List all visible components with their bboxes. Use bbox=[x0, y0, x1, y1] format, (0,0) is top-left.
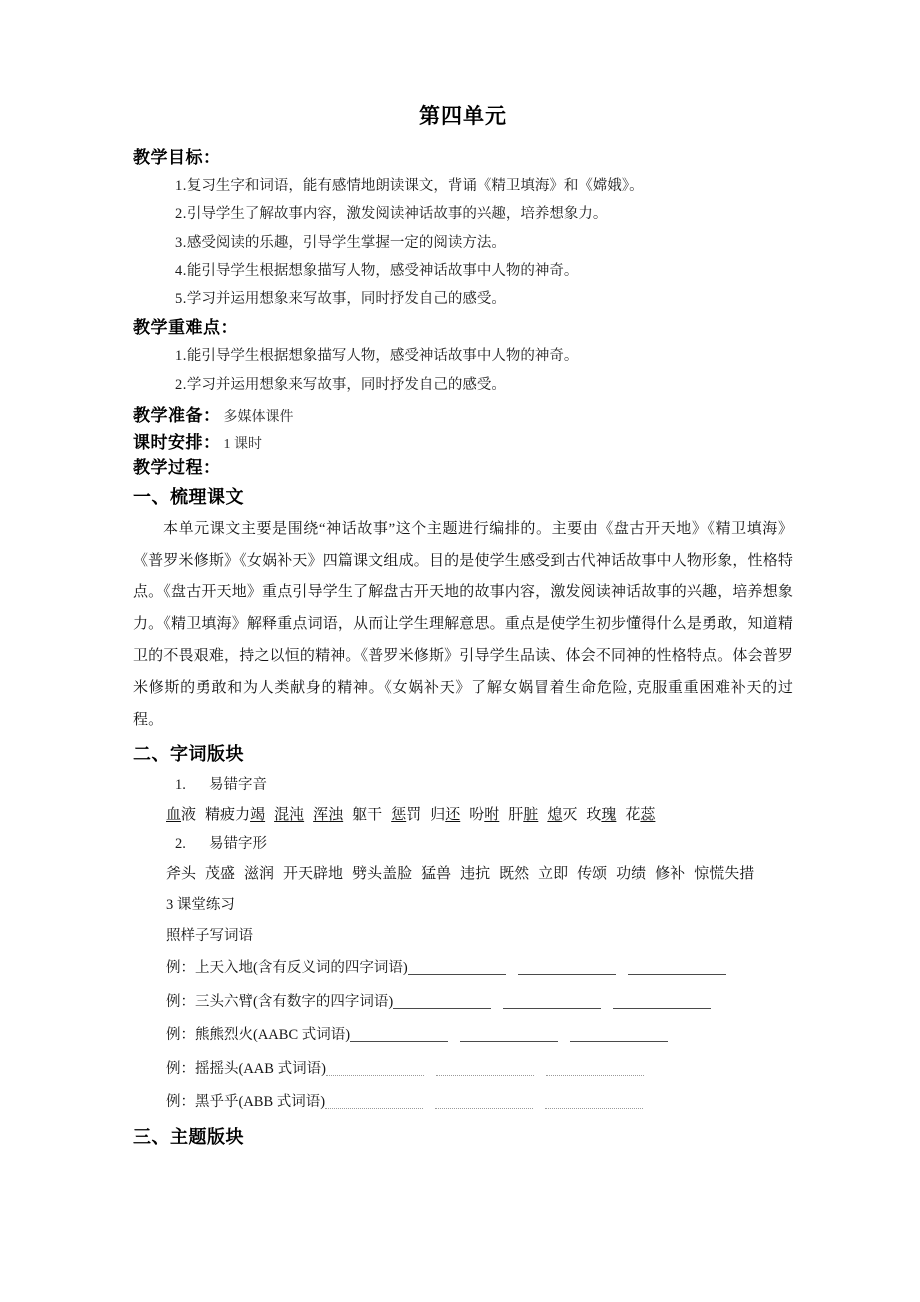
vocab-word: 茂盛 bbox=[205, 866, 236, 883]
item-text: 能引导学生根据想象描写人物，感受神话故事中人物的神奇。 bbox=[186, 262, 579, 279]
vocab-word: 立即 bbox=[538, 866, 569, 883]
answer-blank[interactable] bbox=[436, 1075, 534, 1076]
heading-part-two: 二、字词版块 bbox=[133, 744, 244, 765]
vocab-char: 归 bbox=[430, 806, 446, 823]
vocab-char: 玫 bbox=[586, 806, 602, 823]
vocab-char: 干 bbox=[367, 806, 383, 823]
schedule-label: 课时安排： bbox=[133, 432, 221, 452]
vocab-word: 传颂 bbox=[577, 866, 608, 883]
vocab-char: 蕊 bbox=[640, 806, 656, 823]
answer-blank[interactable] bbox=[613, 1008, 711, 1009]
exercise-hint: (含有反义词的四字词语) bbox=[253, 960, 408, 977]
vocab-word: 开天辟地 bbox=[283, 866, 344, 883]
vocab-word bbox=[352, 800, 382, 831]
item-text: 易错字形 bbox=[209, 836, 267, 853]
vocab-word bbox=[508, 800, 538, 831]
item-number: 3. bbox=[175, 234, 187, 251]
exercise-example: 例：熊熊烈火 bbox=[166, 1027, 253, 1044]
vocab-word bbox=[391, 800, 421, 831]
vocab-char: 瑰 bbox=[601, 806, 617, 823]
heading-key-points: 教学重难点： bbox=[133, 318, 238, 338]
vocab-char: 液 bbox=[181, 806, 197, 823]
vocab-word bbox=[205, 800, 265, 831]
vocab-word bbox=[430, 800, 460, 831]
vocab-char: 还 bbox=[445, 806, 461, 823]
list-item bbox=[133, 200, 793, 228]
vocab-word bbox=[469, 800, 499, 831]
heading-process: 教学过程： bbox=[133, 457, 221, 477]
vocab-word: 既然 bbox=[499, 866, 530, 883]
heading-objectives: 教学目标： bbox=[133, 148, 221, 168]
item-number: 5. bbox=[175, 291, 187, 308]
answer-blank[interactable] bbox=[326, 1075, 424, 1076]
answer-blank[interactable] bbox=[393, 1008, 491, 1009]
answer-blank[interactable] bbox=[460, 1041, 558, 1042]
exercise-example: 例：三头六臂 bbox=[166, 993, 253, 1010]
subitem-form bbox=[133, 830, 793, 859]
answer-blank[interactable] bbox=[546, 1075, 644, 1076]
exercise-line bbox=[133, 952, 793, 985]
item-number: 2. bbox=[175, 376, 187, 393]
vocab-char: 躯 bbox=[352, 806, 368, 823]
answer-blank[interactable] bbox=[628, 974, 726, 975]
list-item bbox=[133, 285, 793, 313]
exercise-title: 照样子写词语 bbox=[166, 928, 253, 945]
vocab-char: 浑 bbox=[313, 806, 329, 823]
vocab-word: 滋润 bbox=[244, 866, 275, 883]
item-number: 1. bbox=[175, 348, 187, 365]
answer-blank[interactable] bbox=[408, 974, 506, 975]
exercise-list bbox=[133, 952, 793, 1119]
exercise-hint: (ABB 式词语) bbox=[238, 1093, 326, 1110]
vocab-char: 花 bbox=[625, 806, 641, 823]
vocab-char: 竭 bbox=[250, 806, 266, 823]
vocab-char: 肝 bbox=[508, 806, 524, 823]
answer-blank[interactable] bbox=[518, 974, 616, 975]
preparation-row bbox=[133, 403, 793, 430]
preparation-value: 多媒体课件 bbox=[223, 409, 294, 425]
schedule-value: 1 课时 bbox=[223, 436, 262, 452]
list-item bbox=[133, 342, 793, 370]
vocab-char: 力 bbox=[235, 806, 251, 823]
answer-blank[interactable] bbox=[570, 1041, 668, 1042]
item-text: 感受阅读的乐趣，引导学生掌握一定的阅读方法。 bbox=[186, 234, 506, 251]
vocab-row-pinyin bbox=[133, 800, 793, 831]
vocab-word bbox=[274, 800, 304, 831]
answer-blank[interactable] bbox=[503, 1008, 601, 1009]
vocab-word: 猛兽 bbox=[421, 866, 452, 883]
subitem-pinyin bbox=[133, 771, 793, 800]
item-text: 复习生字和词语，能有感情地朗读课文，背诵《精卫填海》和《嫦娥》。 bbox=[186, 178, 644, 195]
vocab-char: 惩 bbox=[391, 806, 407, 823]
objectives-list bbox=[133, 172, 793, 313]
item-text: 学习并运用想象来写故事，同时抒发自己的感受。 bbox=[186, 376, 506, 393]
exercise-example: 例：黑乎乎 bbox=[166, 1093, 239, 1110]
answer-blank[interactable] bbox=[325, 1108, 423, 1109]
vocab-char: 精 bbox=[205, 806, 221, 823]
preparation-label: 教学准备： bbox=[133, 405, 221, 425]
vocab-char: 熄 bbox=[547, 806, 563, 823]
vocab-char: 吩 bbox=[469, 806, 485, 823]
item-number: 1. bbox=[175, 776, 186, 793]
exercise-example: 例：摇摇头 bbox=[166, 1060, 239, 1077]
schedule-row bbox=[133, 430, 793, 457]
vocab-word bbox=[166, 800, 196, 831]
answer-blank[interactable] bbox=[435, 1108, 533, 1109]
list-item bbox=[133, 371, 793, 399]
vocab-char: 疲 bbox=[220, 806, 236, 823]
item-text: 易错字音 bbox=[209, 776, 267, 793]
vocab-char: 沌 bbox=[289, 806, 305, 823]
vocab-word: 修补 bbox=[655, 866, 686, 883]
item-number: 2. bbox=[175, 836, 186, 853]
item-text: 引导学生了解故事内容，激发阅读神话故事的兴趣，培养想象力。 bbox=[186, 206, 608, 223]
vocab-word: 斧头 bbox=[166, 866, 197, 883]
vocab-word bbox=[313, 800, 343, 831]
item-number: 1. bbox=[175, 178, 187, 195]
item-number: 4. bbox=[175, 262, 187, 279]
list-item bbox=[133, 172, 793, 200]
exercise-hint: (含有数字的四字词语) bbox=[253, 993, 394, 1010]
exercise-example: 例：上天入地 bbox=[166, 960, 253, 977]
exercise-line bbox=[133, 1053, 793, 1086]
exercise-line bbox=[133, 1019, 793, 1052]
document-body bbox=[133, 104, 793, 1153]
vocab-char: 罚 bbox=[406, 806, 422, 823]
vocab-word bbox=[625, 800, 655, 831]
vocab-word: 违抗 bbox=[460, 866, 491, 883]
exercise-section-label: 3 课堂练习 bbox=[166, 897, 235, 914]
exercise-line bbox=[133, 986, 793, 1019]
vocab-char: 咐 bbox=[484, 806, 500, 823]
list-item bbox=[133, 257, 793, 285]
vocab-char: 混 bbox=[274, 806, 290, 823]
answer-blank[interactable] bbox=[545, 1108, 643, 1109]
vocab-char: 血 bbox=[166, 806, 182, 823]
heading-part-three: 三、主题版块 bbox=[133, 1127, 244, 1148]
item-text: 能引导学生根据想象描写人物，感受神话故事中人物的神奇。 bbox=[186, 348, 579, 365]
vocab-char: 脏 bbox=[523, 806, 539, 823]
exercise-hint: (AABC 式词语) bbox=[253, 1027, 351, 1044]
list-item bbox=[133, 229, 793, 257]
exercise-hint: (AAB 式词语) bbox=[238, 1060, 326, 1077]
vocab-row-form bbox=[133, 859, 793, 890]
key-points-list bbox=[133, 342, 793, 399]
exercise-line bbox=[133, 1086, 793, 1119]
vocab-char: 灭 bbox=[562, 806, 578, 823]
vocab-word: 劈头盖脸 bbox=[352, 866, 413, 883]
heading-part-one: 一、梳理课文 bbox=[133, 487, 244, 508]
answer-blank[interactable] bbox=[350, 1041, 448, 1042]
vocab-word bbox=[586, 800, 616, 831]
item-text: 学习并运用想象来写故事，同时抒发自己的感受。 bbox=[186, 291, 506, 308]
item-number: 2. bbox=[175, 206, 187, 223]
vocab-word bbox=[547, 800, 577, 831]
vocab-char: 浊 bbox=[328, 806, 344, 823]
vocab-word: 惊慌失措 bbox=[694, 866, 755, 883]
vocab-word: 功绩 bbox=[616, 866, 647, 883]
page-title: 第四单元 bbox=[419, 105, 507, 128]
part-one-paragraph: 本单元课文主要是围绕“神话故事”这个主题进行编排的。主要由《盘古开天地》《精卫填海》《普罗米修斯》《女娲补天》四篇课文组成。目的是使学生感受到古代神话故事中人物形象，性格特点。《盘古开天地》重点引导学生了解盘古开天地的故事内容，激发阅读神话故事的兴趣，培养想象力。《精卫填海》解释重点词语，从而让学生理解意思。重点是使学生初步懂得什么是勇敢，知道精卫的不畏艰难，持之以恒的精神。《普罗米修斯》引导学生品读、体会不同神的性格特点。体会普罗米修斯的勇敢和为人类献身的精神。《女娲补天》了解女娲冒着生命危险, 克服重重困难补天的过程。 bbox=[133, 520, 793, 728]
